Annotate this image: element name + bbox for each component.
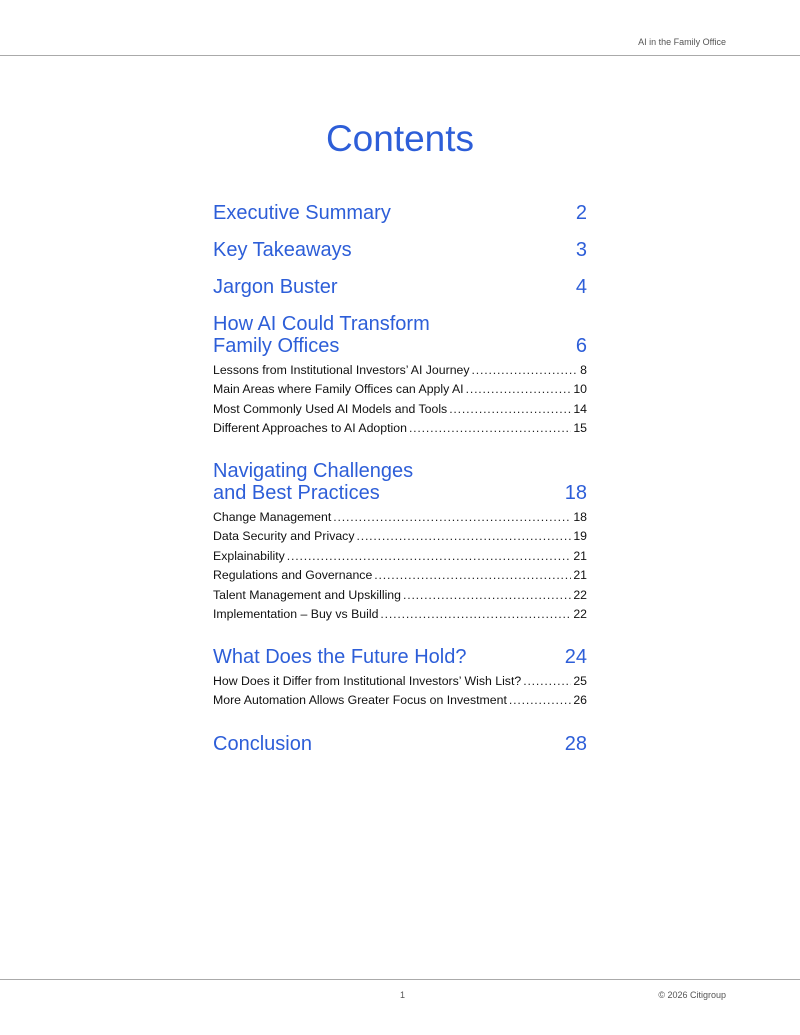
- toc-subsection[interactable]: [213, 419, 587, 438]
- toc-section-title: [213, 646, 466, 668]
- page-title: Contents: [325, 118, 475, 159]
- toc-subsection-label: Regulations and Governance: [213, 568, 373, 583]
- toc-subsection-page: 15: [573, 421, 587, 436]
- toc-section-title-line: and Best Practices: [213, 482, 380, 504]
- toc-subsection[interactable]: [213, 605, 587, 624]
- toc-dot-leader: [287, 547, 572, 566]
- toc-subsection[interactable]: [213, 508, 587, 527]
- toc-section-title-line: Jargon Buster: [213, 276, 338, 298]
- toc-section-title: [213, 276, 338, 298]
- toc-subsection-label: Explainability: [213, 548, 285, 563]
- toc-section-how-ai-could-transform[interactable]: [213, 313, 587, 439]
- toc-subsection[interactable]: [213, 361, 587, 380]
- toc-subsection[interactable]: [213, 691, 587, 710]
- toc-dot-leader: [356, 527, 571, 546]
- toc-subsection-page: 22: [573, 587, 587, 602]
- toc-section-title-line: Conclusion: [213, 733, 312, 755]
- toc-subsection-page: 25: [573, 674, 587, 688]
- toc-dot-leader: [403, 586, 571, 605]
- toc-subsection-label: Implementation – Buy vs Build: [213, 607, 379, 622]
- toc-subsection-label: Talent Management and Upskilling: [213, 587, 401, 602]
- toc-dot-leader: [333, 508, 571, 527]
- toc-subsection[interactable]: [213, 400, 587, 419]
- toc-section-title-line: Key Takeaways: [213, 239, 352, 261]
- toc-subsection-label: Lessons from Institutional Investors’ AI Journey: [213, 363, 470, 377]
- toc-subsection-label: Change Management: [213, 510, 332, 524]
- toc-section-page: 18: [564, 482, 587, 504]
- page-number: 1: [400, 990, 406, 1000]
- toc-subsection-page: 10: [573, 382, 587, 397]
- toc-dot-leader: [509, 691, 571, 710]
- toc-section-page: 2: [575, 202, 587, 224]
- toc-section-title: [213, 202, 391, 224]
- toc-subsection-label: Main Areas where Family Offices can Apply AI: [213, 382, 464, 397]
- toc-subsection-page: 19: [573, 529, 587, 544]
- toc-section-title-line: Family Offices: [213, 335, 340, 357]
- toc-section-title: [213, 733, 312, 755]
- toc-section-title: [213, 239, 352, 261]
- toc-subsection[interactable]: [213, 547, 587, 566]
- toc-section-title-line: Navigating Challenges: [213, 460, 414, 482]
- toc-dot-leader: [466, 380, 572, 399]
- toc-dot-leader: [449, 400, 571, 419]
- toc-subsection-label: Data Security and Privacy: [213, 529, 355, 544]
- toc-subsection-page: 21: [573, 548, 587, 563]
- toc-subsection[interactable]: [213, 586, 587, 605]
- toc-dot-leader: [380, 605, 571, 624]
- toc-subsection-page: 22: [573, 607, 587, 622]
- header-divider: [0, 55, 800, 56]
- toc-subsection[interactable]: [213, 672, 587, 691]
- toc-section-key-takeaways[interactable]: [213, 239, 587, 261]
- toc-section-title-line: Executive Summary: [213, 202, 391, 224]
- toc-subsection-label: Most Commonly Used AI Models and Tools: [213, 401, 448, 416]
- toc-dot-leader: [472, 361, 579, 380]
- toc-subsection-label: How Does it Differ from Institutional Investors’ Wish List?: [213, 674, 522, 688]
- toc-subsection[interactable]: [213, 527, 587, 546]
- toc-section-jargon-buster[interactable]: [213, 276, 587, 298]
- toc-section-title: [213, 460, 413, 504]
- toc-subsection-page: 8: [580, 363, 587, 377]
- toc-section-page: 3: [575, 239, 587, 261]
- toc-section-page: 6: [575, 335, 587, 357]
- toc-section-title-line: What Does the Future Hold?: [213, 646, 467, 668]
- toc-subsection-page: 21: [573, 568, 587, 583]
- toc-section-title: [213, 313, 430, 357]
- toc-dot-leader: [374, 566, 571, 585]
- toc-subsection-label: More Automation Allows Greater Focus on Investment: [213, 693, 507, 708]
- running-header: AI in the Family Office: [638, 37, 726, 47]
- toc-section-navigating-challenges[interactable]: [213, 460, 587, 624]
- footer-divider: [0, 979, 800, 980]
- copyright: © 2026 Citigroup: [658, 990, 726, 1000]
- toc-section-page: 24: [564, 646, 587, 668]
- toc-section-conclusion[interactable]: [213, 733, 587, 755]
- toc-subsection-page: 26: [573, 693, 587, 708]
- toc-section-future[interactable]: [213, 646, 587, 711]
- toc-subsection-page: 14: [573, 401, 587, 416]
- toc-section-page: 28: [564, 733, 587, 755]
- toc-subsection-page: 18: [573, 510, 587, 524]
- toc-subsection-label: Different Approaches to AI Adoption: [213, 421, 407, 436]
- toc-dot-leader: [523, 672, 571, 691]
- toc-dot-leader: [409, 419, 571, 438]
- toc-subsection[interactable]: [213, 380, 587, 399]
- toc-section-page: 4: [575, 276, 587, 298]
- toc-section-title-line: How AI Could Transform: [213, 313, 430, 335]
- toc-subsection[interactable]: [213, 566, 587, 585]
- toc-section-executive-summary[interactable]: [213, 202, 587, 224]
